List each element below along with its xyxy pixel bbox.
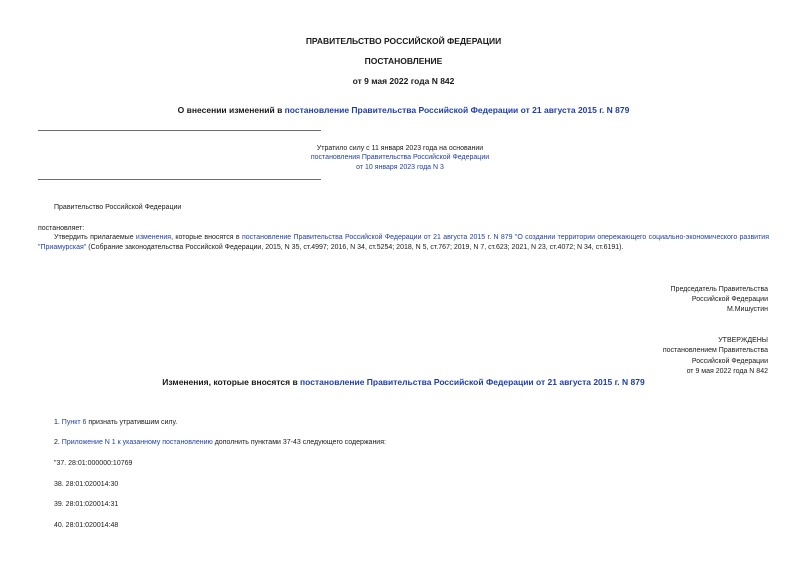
divider-top	[38, 130, 321, 131]
divider-bottom	[38, 179, 321, 180]
document-title-link[interactable]: постановление Правительства Российской Федерации от 21 августа 2015 г. N 879	[284, 105, 630, 115]
p1-text-a: Утвердить прилагаемые	[54, 234, 136, 241]
signature-line2: Российской Федерации	[691, 296, 768, 303]
changes-title	[0, 377, 807, 387]
cadastral-item-38: 38. 28:01:020014:30	[54, 481, 119, 488]
item-1-number: 1.	[54, 419, 62, 426]
document-title-prefix: О внесении изменений в	[177, 105, 285, 115]
signature-name: М.Мишустин	[726, 306, 768, 313]
p1-link-resolution[interactable]: постановление Правительства Российской Федерации от 21 августа 2015 г. N 879 "О создании территории опережающего социально-экономического развития "Приамурская"	[38, 234, 769, 251]
cadastral-item-40: 40. 28:01:020014:48	[54, 522, 119, 529]
body-paragraph-1	[38, 233, 769, 252]
p1-text-c: (Собрание законодательства Российской Федерации, 2015, N 35, ст.4997; 2016, N 34, ст.5254; 2018, N 5, ст.767; 2019, N 7, ст.623; 2021, N 23, ст.4072; N 34, ст.6191).	[86, 243, 624, 251]
document-date-number: от 9 мая 2022 года N 842	[352, 76, 455, 86]
status-note-line1: Утратило силу с 11 января 2023 года на основании	[316, 145, 484, 152]
approved-line4: от 9 мая 2022 года N 842	[686, 368, 768, 375]
changes-title-prefix: Изменения, которые вносятся в	[162, 377, 301, 387]
status-note-link2[interactable]: от 10 января 2023 года N 3	[356, 164, 444, 171]
item-2-link[interactable]: Приложение N 1 к указанному постановлению	[61, 439, 213, 446]
body-intro: Правительство Российской Федерации	[54, 204, 182, 211]
item-2-text: дополнить пунктами 37-43 следующего содержания:	[212, 439, 386, 446]
status-note-link1[interactable]: постановления Правительства Российской Федерации	[310, 154, 490, 161]
body-postanovlyaet: постановляет:	[38, 225, 85, 232]
item-1-text: признать утратившим силу.	[86, 419, 178, 426]
approved-line2: постановлением Правительства	[662, 347, 768, 354]
document-title	[0, 105, 807, 115]
approved-line1: УТВЕРЖДЕНЫ	[718, 337, 768, 344]
item-2	[54, 438, 386, 448]
approved-line3: Российской Федерации	[691, 358, 768, 365]
p1-text-b: , которые вносятся в	[171, 234, 242, 241]
item-2-number: 2.	[54, 439, 62, 446]
item-1-link[interactable]: Пункт 6	[61, 419, 87, 426]
cadastral-item-39: 39. 28:01:020014:31	[54, 501, 119, 508]
document-type: ПОСТАНОВЛЕНИЕ	[364, 56, 443, 66]
signature-line1: Председатель Правительства	[670, 286, 768, 293]
government-heading: ПРАВИТЕЛЬСТВО РОССИЙСКОЙ ФЕДЕРАЦИИ	[305, 36, 502, 46]
p1-link-changes[interactable]: изменения	[135, 234, 172, 241]
changes-title-link[interactable]: постановление Правительства Российской Федерации от 21 августа 2015 г. N 879	[300, 377, 645, 387]
cadastral-item-37: "37. 28:01:000000:10769	[54, 460, 133, 467]
item-1	[54, 418, 177, 428]
